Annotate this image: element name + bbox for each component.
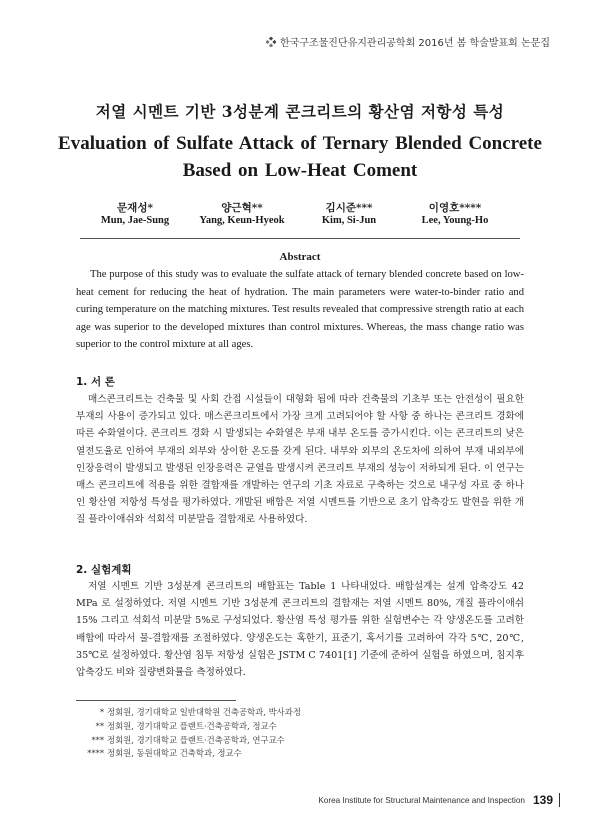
author-name-english: Mun, Jae-Sung (100, 215, 170, 226)
diamond-icon (266, 37, 276, 47)
author-name-korean: 김시준*** (325, 202, 373, 214)
author (390, 200, 520, 226)
footnote-mark: * (99, 707, 104, 717)
footnote-mark: **** (87, 748, 104, 759)
footnote (86, 706, 516, 720)
footnote-text: 정회원, 경기대학교 플랜트·건축공학과, 연구교수 (107, 734, 285, 745)
running-header (266, 34, 550, 49)
abstract-text: The purpose of this study was to evaluate the sulfate attack of ternary blended concrete based on low-heat cement for reducing the heat of hydration. The main parameters were water-to-binder ratio and curing temperature on the matching mixtures. Test results revealed that compressive strength ratio at each age was superior to the developed mixtures than control mixtures. Whereas, the mass change ratio was superior to the control mixture at all ages. (76, 269, 524, 350)
author-name-english: Lee, Young-Ho (421, 215, 489, 226)
section-heading-experiment: 2. 실험계획 (76, 564, 132, 576)
divider (80, 238, 520, 239)
author-name-english: Yang, Keun-Hyeok (199, 215, 285, 226)
author-name-english: Kim, Si-Jun (321, 215, 377, 226)
footnote-mark: *** (91, 734, 104, 745)
header-text: 한국구조물진단유지관리공학회 2016년 봄 학술발표회 논문집 (279, 38, 550, 49)
footnote-divider (76, 700, 236, 701)
footnote-text: 정회원, 동원대학교 건축학과, 정교수 (107, 748, 242, 759)
author-list (0, 200, 600, 236)
footnote-mark: ** (95, 720, 104, 731)
title-english (40, 130, 560, 184)
abstract-heading: Abstract (279, 251, 321, 263)
footnote (86, 747, 516, 761)
author-name-korean: 이영호**** (428, 202, 482, 214)
footnote (86, 720, 516, 734)
footnote-list (86, 706, 516, 761)
page-footer (318, 793, 560, 807)
author-name-korean: 양근혁** (221, 202, 263, 214)
footnote (86, 734, 516, 748)
section-body-experiment: 저열 시멘트 기반 3성분계 콘크리트의 배합표는 Table 1 나타내었다. 배합설계는 설계 압축강도 42 MPa 로 설정하였다. 저열 시멘트 기반 3성분계 콘크리트의 결합재는 저열 시멘트 80%, 개질 플라이애쉬 15% 그리고 석회석 미분말 5%로 구성되었다. 황산염 특성 평가를 위한 실험변수는 각 양생온도를 고려한 배합에 따라서 물-결합재를 조절하였다. 양생온도는 혹한기, 표준기, 혹서기를 고려하여 각각 5℃, 20℃, 35℃로 설정하였다. 황산염 침투 저항성 실험은 JSTM C 7401[1] 기준에 준하여 실험을 하였으며, 침지후 압축강도 비와 질량변화률을 측정하였다. (76, 581, 524, 679)
page-number: 139 (533, 793, 560, 807)
title-english-line2: Based on Low-Heat Coment (182, 160, 418, 181)
footnote-text: 정회원, 경기대학교 일반대학원 건축공학과, 박사과정 (107, 707, 301, 717)
title-english-line1: Evaluation of Sulfate Attack of Ternary Blended Concrete (58, 133, 542, 154)
section-heading-introduction: 1. 서 론 (76, 376, 115, 388)
section-body-introduction: 매스콘크리트는 건축물 및 사회 간접 시설들이 대형화 됨에 따라 건축물의 기초부 또는 안전성이 필요한 부재의 사용이 증가되고 있다. 매스콘크리트에서 가장 크게 고려되어야 할 사항 중 하나는 콘크리트 경화에 따른 수화열이다. 콘크리트 경화 시 발생되는 수화열은 부재 내부 온도를 증가시킨다. 이는 콘크리트의 낮은 열전도율로 인하여 부재의 외부와 상이한 온도를 갖게 된다. 내부와 외부의 온도차에 의하여 부재 내외부에 인장응력이 발생되고 발생된 인장응력은 균열을 발생시켜 콘크리트 부재의 성능이 저하되게 된다. 이 연구는 매스 콘크리트에 적용을 위한 결합재를 개발하는 연구의 기초 자료로 구축하는 것으로 내구성 자료 중 하나인 황산염 저항성 특성을 평가하였다. 개발된 배합은 저열 시멘트를 기반으로 초기 압축강도 발현을 위한 개질 플라이애쉬와 석회석 미분말을 결합재로 사용하였다. (76, 394, 524, 526)
title-korean: 저열 시멘트 기반 3성분계 콘크리트의 황산염 저항성 특성 (95, 102, 505, 121)
footnote-text: 정회원, 경기대학교 플랜트·건축공학과, 정교수 (107, 720, 277, 731)
footer-organization: Korea Institute for Structural Maintenance and Inspection (318, 795, 525, 805)
author-name-korean: 문재성* (117, 202, 153, 214)
